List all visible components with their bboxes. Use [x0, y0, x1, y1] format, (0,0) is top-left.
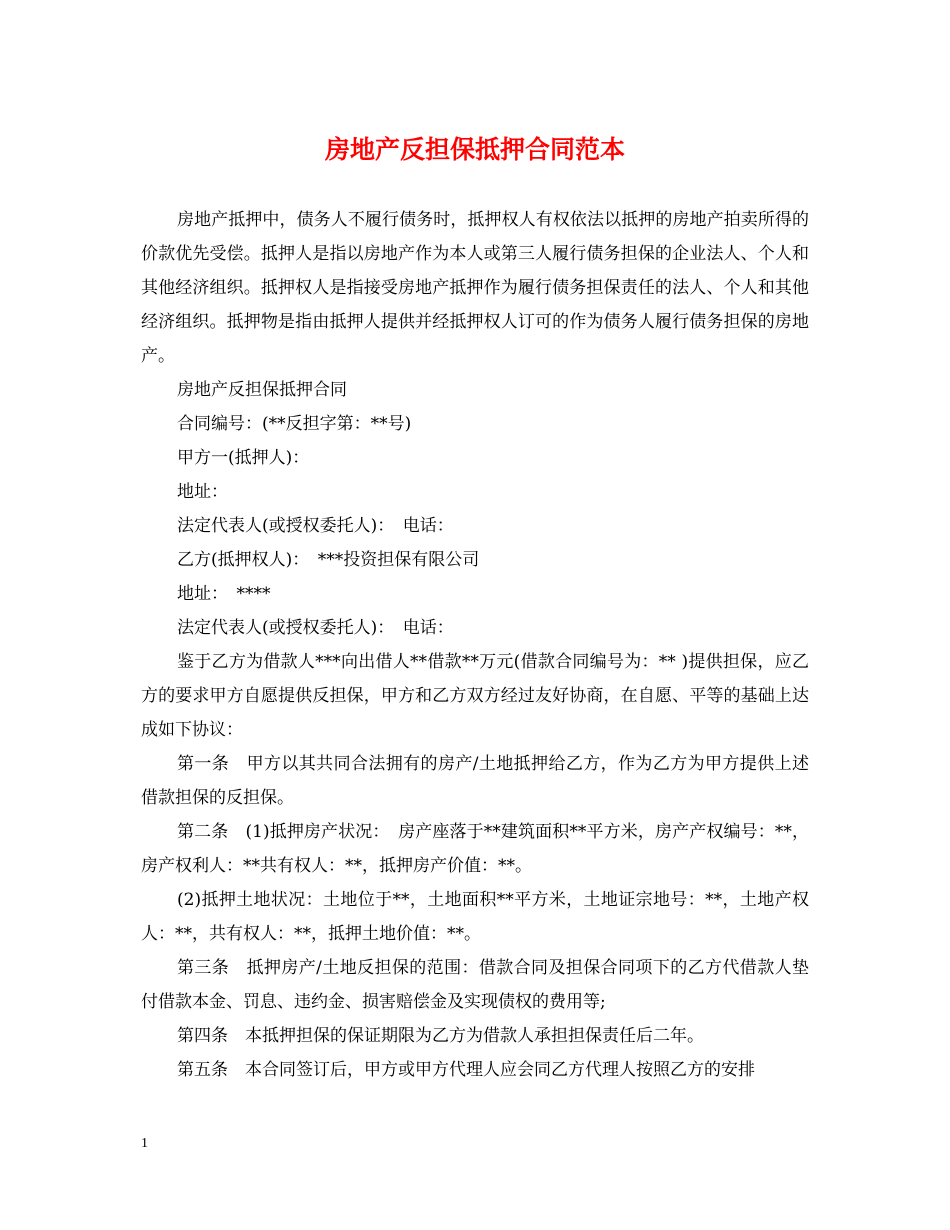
article-5: 第五条 本合同签订后，甲方或甲方代理人应会同乙方代理人按照乙方的安排: [177, 1060, 755, 1080]
contract-name-line: 房地产反担保抵押合同: [177, 380, 347, 400]
document-body: [141, 203, 809, 1087]
party-a-representative-line: 法定代表人(或授权委托人)： 电话：: [177, 516, 454, 536]
party-b-line: 乙方(抵押权人)： ***投资担保有限公司: [177, 550, 480, 570]
party-a-address-line: 地址：: [177, 482, 228, 502]
party-b-address-line: 地址： ****: [177, 584, 271, 604]
preamble-paragraph: 鉴于乙方为借款人***向出借人**借款**万元(借款合同编号为：** )提供担保，应乙方的要求甲方自愿提供反担保，甲方和乙方双方经过友好协商，在自愿、平等的基础上达成如下协议：: [141, 652, 809, 740]
article-2-property: 第二条 (1)抵押房产状况： 房产座落于**建筑面积**平方米，房产产权编号：**，房产权利人：**共有权人：**，抵押房产价值：**。: [141, 822, 809, 876]
party-b-representative-line: 法定代表人(或授权委托人)： 电话：: [177, 618, 454, 638]
party-a-line: 甲方一(抵押人)：: [177, 448, 310, 468]
article-4: 第四条 本抵押担保的保证期限为乙方为借款人承担担保责任后二年。: [177, 1026, 704, 1046]
article-1: 第一条 甲方以其共同合法拥有的房产/土地抵押给乙方，作为乙方为甲方提供上述借款担保的反担保。: [141, 754, 809, 808]
page-number: 1: [141, 1136, 148, 1151]
intro-paragraph: 房地产抵押中，债务人不履行债务时，抵押权人有权依法以抵押的房地产拍卖所得的价款优先受偿。抵押人是指以房地产作为本人或第三人履行债务担保的企业法人、个人和其他经济组织。抵押权人是指接受房地产抵押作为履行债务担保责任的法人、个人和其他经济组织。抵押物是指由抵押人提供并经抵押权人订可的作为债务人履行债务担保的房地产。: [141, 210, 809, 366]
document-title: 房地产反担保抵押合同范本: [324, 135, 625, 164]
article-3: 第三条 抵押房产/土地反担保的范围：借款合同及担保合同项下的乙方代借款人垫付借款本金、罚息、违约金、损害赔偿金及实现债权的费用等;: [141, 958, 809, 1012]
article-2-land: (2)抵押土地状况：土地位于**，土地面积**平方米，土地证宗地号：**，土地产权人：**，共有权人：**，抵押土地价值：**。: [141, 890, 809, 944]
contract-number-line: 合同编号：(**反担字第：**号): [177, 414, 412, 434]
